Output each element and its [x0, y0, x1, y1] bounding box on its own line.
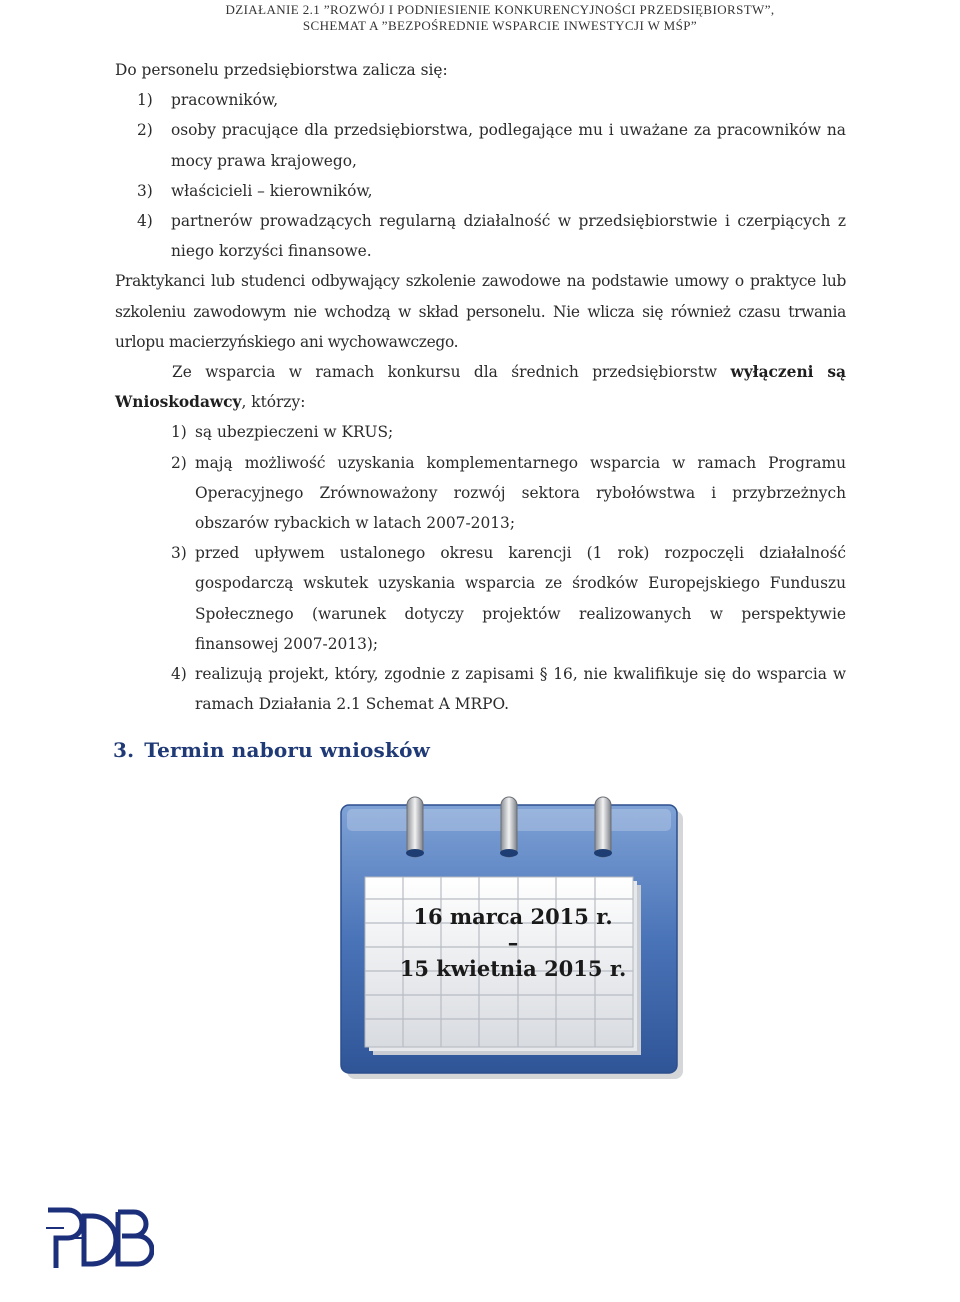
section-number: 3. [113, 738, 135, 762]
list-item [115, 659, 846, 719]
list-text: pracowników, [171, 91, 279, 110]
exclusion-list [115, 417, 846, 719]
list-text: osoby pracujące dla przedsiębiorstwa, podlegające mu i uważane za pracowników na mocy prawa krajowego, [171, 121, 846, 170]
list-number: 1) [171, 423, 187, 442]
header-line-1: DZIAŁANIE 2.1 ”ROZWÓJ I PODNIESIENIE KONKURENCYJNOŚCI PRZEDSIĘBIORSTW”, [225, 2, 775, 17]
personnel-list [115, 85, 846, 266]
list-text: są ubezpieczeni w KRUS; [195, 423, 394, 442]
list-number: 4) [137, 212, 153, 231]
header-line-2: SCHEMAT A ”BEZPOŚREDNIE WSPARCIE INWESTYCJI W MŚP” [302, 18, 698, 33]
list-item [115, 538, 846, 659]
list-item [115, 448, 846, 539]
trainees-paragraph: Praktykanci lub studenci odbywający szkolenie zawodowe na podstawie umowy o praktyce lub szkoleniu zawodowym nie wchodzą w skład personelu. Nie wlicza się również czasu trwania urlopu macierzyńskiego ani wychowawczego. [115, 272, 846, 351]
page-header [0, 2, 960, 34]
exclusion-paragraph [115, 357, 846, 417]
list-number: 1) [137, 91, 153, 110]
list-number: 2) [137, 121, 153, 140]
list-item [115, 115, 846, 175]
section-title: Termin naboru wniosków [144, 738, 431, 762]
calendar-dates [383, 904, 643, 982]
document-body [115, 55, 846, 719]
list-number: 4) [171, 665, 187, 684]
date-end: 15 kwietnia 2015 r. [399, 956, 627, 981]
list-text: realizują projekt, który, zgodnie z zapisami § 16, nie kwalifikuje się do wsparcia w ramach Działania 2.1 Schemat A MRPO. [195, 665, 846, 714]
list-number: 2) [171, 453, 187, 472]
list-item [115, 417, 846, 447]
list-text: właścicieli – kierowników, [171, 181, 373, 200]
list-number: 3) [171, 544, 187, 563]
list-item [115, 176, 846, 206]
list-item [115, 206, 846, 266]
list-text: mają możliwość uzyskania komplementarnego wsparcia w ramach Programu Operacyjnego Zrównoważony rozwój sektora rybołówstwa i przybrzeżnych obszarów rybackich w latach 2007-2013; [195, 453, 846, 533]
list-text: partnerów prowadzących regularną działalność w przedsiębiorstwie i czerpiących z niego korzyści finansowe. [171, 212, 846, 261]
section-heading [113, 738, 430, 762]
list-number: 3) [137, 181, 153, 200]
list-text: przed upływem ustalonego okresu karencji (1 rok) rozpoczęli działalność gospodarczą wskutek uzyskania wsparcia ze środków Europejskiego Funduszu Społecznego (warunek dotyczy projektów realizowanych w perspektywie finansowej 2007-2013); [195, 544, 846, 653]
exclusion-lead: Ze wsparcia w ramach konkursu dla średnich przedsiębiorstw [172, 363, 731, 382]
list-item [115, 85, 846, 115]
date-separator: – [507, 930, 519, 955]
date-start: 16 marca 2015 r. [413, 904, 613, 929]
pdb-logo-icon [44, 1198, 154, 1278]
exclusion-bold: wyłączeni są Wnioskodawcy [115, 363, 846, 412]
exclusion-tail: , którzy: [241, 393, 306, 412]
personnel-intro: Do personelu przedsiębiorstwa zalicza się: [115, 61, 448, 79]
